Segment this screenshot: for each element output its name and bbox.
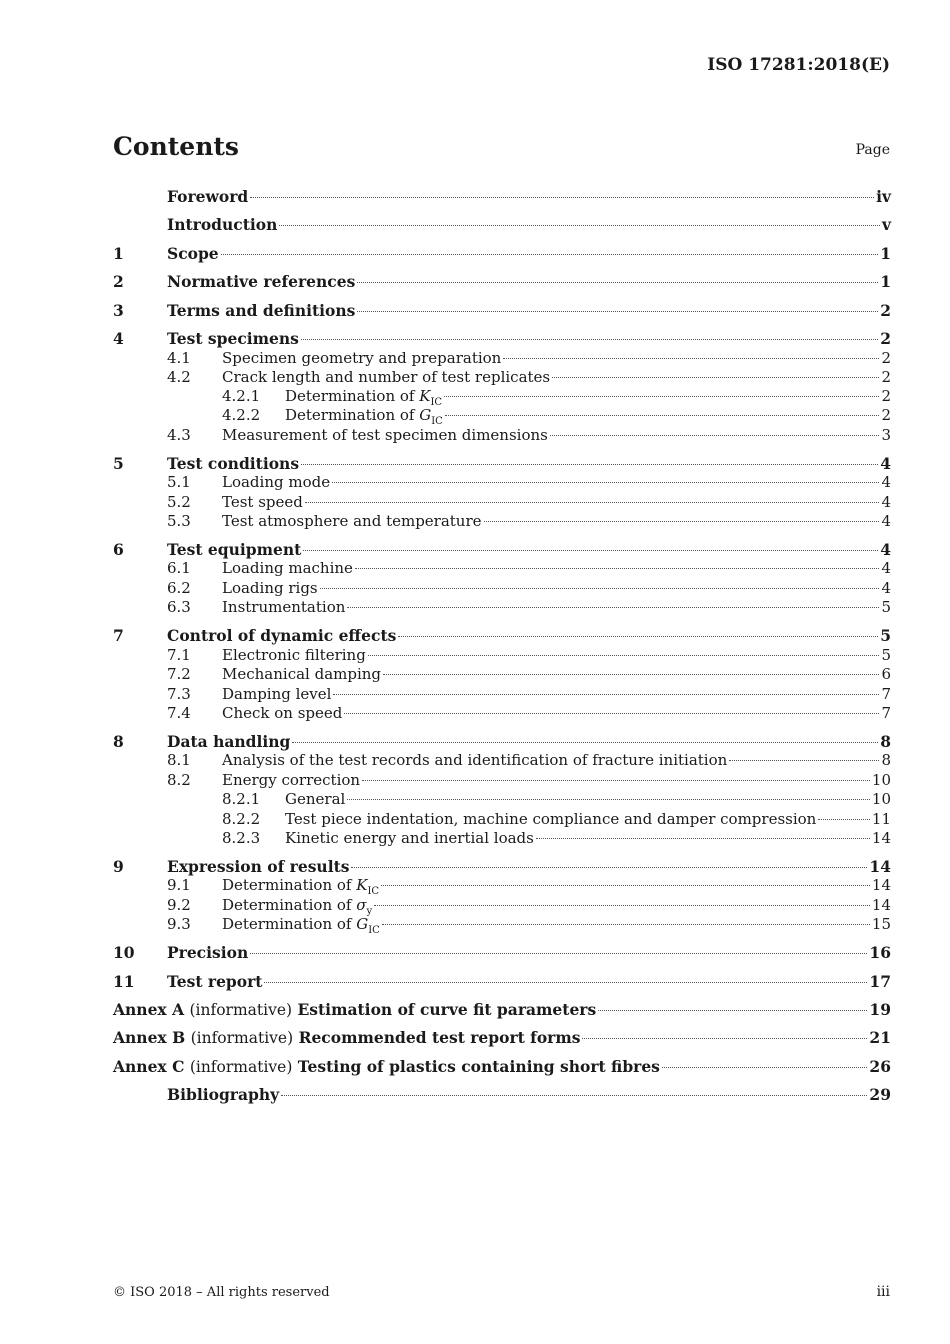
toc-entry-number: 9.1 (167, 876, 191, 894)
toc-entry-number: 8.1 (167, 751, 191, 769)
toc-entry-title (167, 1085, 279, 1104)
toc-entry[interactable] (113, 771, 891, 789)
toc-entry-page: 2 (880, 329, 891, 348)
toc-entry-page: 4 (881, 559, 891, 577)
toc-entry-title (167, 244, 219, 263)
toc-entry[interactable] (113, 704, 891, 722)
dot-leader (344, 713, 879, 714)
dot-leader (818, 819, 870, 820)
page-column-label: Page (855, 142, 890, 158)
toc-entry-text: Precision (167, 943, 249, 962)
toc-entry-title (113, 1028, 580, 1047)
toc-entry-text: Instrumentation (222, 598, 346, 616)
dot-leader (552, 377, 879, 378)
dot-leader (301, 339, 878, 340)
toc-entry-title (222, 876, 379, 897)
toc-entry-page: 17 (869, 972, 891, 991)
toc-entry-number: 4 (113, 329, 124, 348)
toc-entry-page: 5 (881, 646, 891, 664)
toc-entry-page: 4 (881, 512, 891, 530)
toc-entry[interactable] (113, 540, 891, 559)
toc-entry-title (167, 732, 290, 751)
toc-entry-text: Test conditions (167, 454, 300, 473)
math-subscript: IC (431, 416, 443, 427)
toc-entry-page: 2 (881, 349, 891, 367)
toc-entry-number: 9.2 (167, 896, 191, 914)
toc-entry-page: 11 (871, 810, 891, 828)
toc-entry-number: 5.1 (167, 473, 191, 491)
footer-page-number: iii (876, 1284, 890, 1300)
toc-entry-text: Test piece indentation, machine compliance and damper compression (285, 810, 817, 828)
toc-entry-title (222, 704, 342, 722)
dot-leader (398, 636, 878, 637)
toc-entry-page: 15 (871, 915, 891, 933)
toc-entry-page: 16 (869, 943, 891, 962)
math-subscript: IC (368, 925, 380, 936)
toc-entry-page: 8 (880, 732, 891, 751)
toc-entry-text: Introduction (167, 215, 278, 234)
dot-leader (662, 1067, 868, 1068)
toc-entry[interactable] (113, 426, 891, 444)
toc-entry-title (222, 751, 727, 769)
math-symbol: K (419, 387, 431, 405)
dot-leader (536, 838, 870, 839)
annex-qualifier: (informative) (189, 1001, 293, 1019)
toc-entry-page: 8 (881, 751, 891, 769)
annex-title: Recommended test report forms (298, 1028, 581, 1047)
toc-entry-number: 5 (113, 454, 124, 473)
toc-entry-number: 4.3 (167, 426, 191, 444)
toc-entry-title (167, 972, 262, 991)
toc-entry[interactable] (113, 1000, 891, 1019)
toc-entry[interactable] (113, 829, 891, 847)
toc-entry-page: 4 (880, 454, 891, 473)
toc-entry-page: 14 (871, 876, 891, 894)
toc-entry-page: 29 (869, 1085, 891, 1104)
toc-entry[interactable] (113, 349, 891, 367)
dot-leader (347, 607, 879, 608)
toc-entry-text: Scope (167, 244, 219, 263)
toc-entry-number: 8.2 (167, 771, 191, 789)
toc-entry-page: 19 (869, 1000, 891, 1019)
annex-label: Annex A (113, 1000, 185, 1019)
dot-leader (382, 924, 870, 925)
toc-entry[interactable] (113, 329, 891, 348)
toc-entry-page: 4 (881, 473, 891, 491)
toc-entry-page: 2 (880, 301, 891, 320)
dot-leader (221, 254, 879, 255)
toc-entry-text: Loading mode (222, 473, 331, 491)
toc-entry[interactable] (113, 454, 891, 473)
dot-leader (355, 568, 880, 569)
toc-entry-number: 8 (113, 732, 124, 751)
contents-heading: Contents (113, 132, 240, 161)
toc-entry-text: Test report (167, 972, 263, 991)
toc-entry-title (285, 829, 534, 847)
toc-entry-title (222, 598, 345, 616)
toc-entry-text: Measurement of test specimen dimensions (222, 426, 548, 444)
toc-entry-title (222, 368, 550, 386)
dot-leader (484, 521, 880, 522)
toc-entry-title (285, 810, 816, 828)
dot-leader (250, 197, 874, 198)
toc-entry-number: 8.2.2 (222, 810, 261, 828)
toc-entry-text: Expression of results (167, 857, 350, 876)
dot-leader (362, 780, 870, 781)
toc-entry-page: 4 (880, 540, 891, 559)
toc-entry[interactable] (113, 685, 891, 703)
toc-entry-number: 7.3 (167, 685, 191, 703)
toc-entry-number: 5.2 (167, 493, 191, 511)
toc-entry[interactable] (113, 272, 891, 291)
dot-leader (250, 953, 867, 954)
annex-qualifier: (informative) (190, 1029, 294, 1047)
math-symbol: G (419, 406, 432, 424)
toc-entry-page: 1 (880, 244, 891, 263)
dot-leader (503, 358, 879, 359)
toc-entry-page: 21 (869, 1028, 891, 1047)
toc-entry-text: Test specimens (167, 329, 299, 348)
toc-entry-text: Bibliography (167, 1085, 280, 1104)
toc-entry-text: Foreword (167, 187, 249, 206)
toc-entry-page: 2 (881, 406, 891, 424)
toc-entry[interactable] (113, 810, 891, 828)
toc-entry-text: Test atmosphere and temperature (222, 512, 482, 530)
toc-entry-text: Damping level (222, 685, 332, 703)
dot-leader (279, 225, 880, 226)
dot-leader (374, 905, 870, 906)
toc-entry-number: 3 (113, 301, 124, 320)
toc-entry[interactable] (113, 751, 891, 769)
toc-entry-page: iv (876, 187, 891, 206)
toc-entry-number: 9 (113, 857, 124, 876)
toc-entry-title (222, 426, 548, 444)
toc-entry-number: 11 (113, 972, 135, 991)
dot-leader (445, 415, 880, 416)
toc-entry[interactable] (113, 790, 891, 808)
toc-entry-title (167, 272, 355, 291)
dot-leader (357, 282, 878, 283)
toc-entry-title (167, 187, 248, 206)
toc-entry-page: 14 (871, 829, 891, 847)
toc-entry-page: 6 (881, 665, 891, 683)
toc-entry-page: 7 (881, 704, 891, 722)
toc-entry-number: 5.3 (167, 512, 191, 530)
dot-leader (333, 694, 879, 695)
toc-entry-page: 2 (881, 387, 891, 405)
toc-entry-title (167, 857, 349, 876)
toc-entry-title (167, 454, 299, 473)
toc-entry-title (167, 329, 299, 348)
toc-entry[interactable] (113, 915, 891, 936)
toc-entry-page: 10 (871, 771, 891, 789)
toc-entry-text: Kinetic energy and inertial loads (285, 829, 534, 847)
document-id: ISO 17281:2018(E) (707, 55, 890, 75)
toc-entry-text: Mechanical damping (222, 665, 382, 683)
toc-entry[interactable] (113, 215, 891, 234)
toc-entry-text: Loading rigs (222, 579, 318, 597)
dot-leader (357, 311, 878, 312)
toc-entry-page: 4 (881, 579, 891, 597)
footer-copyright: © ISO 2018 – All rights reserved (113, 1285, 330, 1300)
dot-leader (368, 655, 880, 656)
toc-entry-title (222, 665, 381, 683)
dot-leader (301, 464, 878, 465)
dot-leader (351, 867, 867, 868)
toc-entry-page: 14 (871, 896, 891, 914)
math-symbol: G (356, 915, 369, 933)
toc-entry-number: 7.2 (167, 665, 191, 683)
toc-entry-number: 4.1 (167, 349, 191, 367)
toc-entry-text: Terms and definitions (167, 301, 356, 320)
toc-entry[interactable] (113, 598, 891, 616)
math-subscript: IC (430, 397, 443, 408)
toc-entry-text: Determination of (222, 915, 357, 933)
toc-entry-number: 4.2 (167, 368, 191, 386)
toc-entry-text: Data handling (167, 732, 291, 751)
annex-title: Testing of plastics containing short fibres (297, 1057, 660, 1076)
toc-entry[interactable] (113, 473, 891, 491)
dot-leader (264, 982, 867, 983)
dot-leader (292, 742, 878, 743)
toc-entry-number: 7.1 (167, 646, 191, 664)
toc-entry[interactable] (113, 732, 891, 751)
dot-leader (381, 885, 870, 886)
toc-entry-title (222, 896, 372, 917)
annex-qualifier: (informative) (189, 1058, 293, 1076)
toc-entry-text: Determination of (222, 896, 357, 914)
math-symbol: K (356, 876, 368, 894)
toc-entry-number: 1 (113, 244, 124, 263)
toc-entry-title (222, 473, 330, 491)
toc-entry-text: Test equipment (167, 540, 302, 559)
toc-entry-title (285, 790, 345, 808)
toc-entry-title (222, 349, 501, 367)
toc-entry-text: Specimen geometry and preparation (222, 349, 502, 367)
toc-entry[interactable] (113, 579, 891, 597)
toc-entry[interactable] (113, 559, 891, 577)
toc-entry-number: 8.2.1 (222, 790, 261, 808)
toc-entry-title (222, 559, 353, 577)
toc-entry-number: 10 (113, 943, 135, 962)
toc-entry-text: Energy correction (222, 771, 361, 789)
toc-entry[interactable] (113, 244, 891, 263)
dot-leader (598, 1010, 867, 1011)
toc-entry-title (167, 943, 248, 962)
dot-leader (729, 760, 879, 761)
toc-entry-number: 6.3 (167, 598, 191, 616)
math-subscript: IC (367, 886, 380, 897)
toc-entry-text: Control of dynamic effects (167, 626, 397, 645)
toc-entry[interactable] (113, 493, 891, 511)
toc-entry-title (167, 215, 277, 234)
toc-entry-page: 5 (881, 598, 891, 616)
toc-entry-page: 26 (869, 1057, 891, 1076)
dot-leader (444, 396, 879, 397)
toc-entry-page: 7 (881, 685, 891, 703)
toc-entry-number: 6 (113, 540, 124, 559)
toc-entry[interactable] (113, 857, 891, 876)
toc-entry-title (222, 685, 331, 703)
dot-leader (281, 1095, 867, 1096)
dot-leader (347, 799, 870, 800)
toc-entry-text: Determination of (285, 387, 420, 405)
math-subscript: y (366, 906, 373, 917)
toc-entry-page: 2 (881, 368, 891, 386)
toc-entry[interactable] (113, 187, 891, 206)
toc-entry[interactable] (113, 301, 891, 320)
toc-entry-number: 7.4 (167, 704, 191, 722)
toc-entry[interactable] (113, 1085, 891, 1104)
dot-leader (332, 482, 879, 483)
toc-entry-number: 4.2.1 (222, 387, 261, 405)
annex-label: Annex B (113, 1028, 186, 1047)
toc-entry[interactable] (113, 876, 891, 897)
toc-entry-page: 5 (880, 626, 891, 645)
dot-leader (383, 674, 879, 675)
toc-entry-page: v (881, 215, 891, 234)
toc-entry-title (285, 406, 443, 427)
toc-entry-page: 3 (881, 426, 891, 444)
toc-entry[interactable] (113, 943, 891, 962)
toc-entry-text: Electronic filtering (222, 646, 366, 664)
toc-entry-page: 10 (871, 790, 891, 808)
annex-title: Estimation of curve fit parameters (297, 1000, 597, 1019)
toc-entry-number: 6.1 (167, 559, 191, 577)
annex-label: Annex C (113, 1057, 185, 1076)
toc-entry-page: 14 (869, 857, 891, 876)
toc-entry[interactable] (113, 896, 891, 917)
toc-entry-number: 7 (113, 626, 124, 645)
toc-entry-text: Determination of (222, 876, 357, 894)
toc-entry-title (222, 646, 366, 664)
toc-entry-title (222, 512, 482, 530)
toc-entry-title (167, 626, 396, 645)
toc-entry-title (222, 771, 360, 789)
toc-entry[interactable] (113, 665, 891, 683)
dot-leader (305, 502, 880, 503)
toc-entry-title (167, 301, 355, 320)
toc-entry-number: 6.2 (167, 579, 191, 597)
toc-entry-page: 4 (881, 493, 891, 511)
toc-entry-text: Crack length and number of test replicates (222, 368, 551, 386)
toc-entry[interactable] (113, 646, 891, 664)
toc-entry-page: 1 (880, 272, 891, 291)
math-symbol: σ (356, 896, 367, 914)
toc-entry-title (222, 493, 303, 511)
toc-entry-title (113, 1057, 660, 1076)
dot-leader (320, 588, 880, 589)
toc-entry-title (167, 540, 301, 559)
toc-entry[interactable] (113, 387, 891, 408)
toc-entry[interactable] (113, 1057, 891, 1076)
toc-entry[interactable] (113, 972, 891, 991)
toc-entry-number: 4.2.2 (222, 406, 261, 424)
dot-leader (550, 435, 880, 436)
toc-entry[interactable] (113, 512, 891, 530)
toc-entry-title (222, 579, 318, 597)
toc-entry[interactable] (113, 368, 891, 386)
toc-entry-number: 9.3 (167, 915, 191, 933)
toc-entry-title (222, 915, 380, 936)
toc-entry-text: Test speed (222, 493, 303, 511)
toc-entry[interactable] (113, 1028, 891, 1047)
dot-leader (303, 550, 878, 551)
toc-entry-title (285, 387, 442, 408)
toc-entry-text: Check on speed (222, 704, 343, 722)
toc-entry[interactable] (113, 626, 891, 645)
dot-leader (582, 1038, 867, 1039)
toc-entry[interactable] (113, 406, 891, 427)
toc-entry-text: Normative references (167, 272, 356, 291)
toc-entry-text: Determination of (285, 406, 420, 424)
toc-entry-text: Analysis of the test records and identification of fracture initiation (222, 751, 728, 769)
toc-entry-number: 2 (113, 272, 124, 291)
toc-entry-number: 8.2.3 (222, 829, 261, 847)
toc-entry-text: Loading machine (222, 559, 353, 577)
toc-entry-text: General (285, 790, 346, 808)
toc-entry-title (113, 1000, 596, 1019)
